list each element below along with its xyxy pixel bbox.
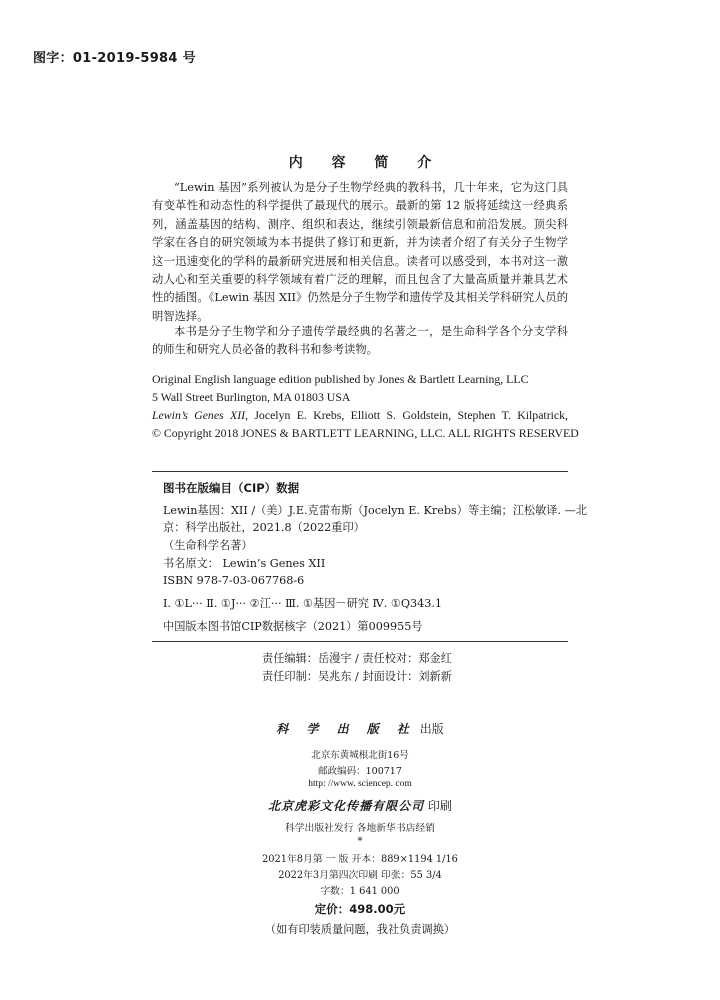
copyright-registration: 图字：01-2019-5984 号 bbox=[33, 51, 196, 66]
price: 定价：498.00元 bbox=[314, 902, 406, 916]
original-title-authors bbox=[152, 406, 568, 424]
cip-title: 图书在版编目（CIP）数据 bbox=[163, 481, 300, 495]
printing-info: 2022年3月第四次印刷 印张：55 3/4 bbox=[278, 870, 442, 881]
intro-paragraph: 本书是分子生物学和分子遗传学最经典的名著之一，是生命科学各个分支学科的师生和研究人员必备的教科书和参考读物。 bbox=[152, 325, 568, 357]
cip-original-title: 书名原文： Lewin’s Genes XII bbox=[163, 557, 326, 570]
staff-production: 责任印制：吴兆东 / 封面设计：刘新新 bbox=[262, 670, 452, 683]
cip-entry-line: 京：科学出版社，2021.8（2022重印） bbox=[163, 521, 365, 534]
word-count: 字数：1 641 000 bbox=[320, 886, 400, 897]
divider bbox=[152, 471, 568, 472]
printer-name: 北京虎彩文化传播有限公司 bbox=[268, 799, 425, 813]
publisher-suffix: 出版 bbox=[419, 722, 444, 736]
distribution-line: 科学出版社发行 各地新华书店经销 bbox=[284, 823, 436, 834]
publisher-line bbox=[0, 720, 720, 737]
publisher-address: 北京东黄城根北街16号 bbox=[311, 750, 409, 761]
printer-line bbox=[0, 797, 720, 814]
intro-title: 内 容 简 介 bbox=[288, 155, 444, 171]
original-authors: , Jocelyn E. Krebs, Elliott S. Goldstein, Stephen T. Kilpatrick, bbox=[245, 408, 568, 422]
cip-classification: Ⅰ. ①L··· Ⅱ. ①J··· ②江··· Ⅲ. ①基因－研究 Ⅳ. ①Q343.1 bbox=[163, 597, 443, 610]
publisher-postcode: 邮政编码：100717 bbox=[318, 766, 402, 777]
publisher-website: http: //www. sciencep. com bbox=[308, 779, 412, 789]
publisher-name: 科 学 出 版 社 bbox=[276, 722, 416, 736]
divider bbox=[152, 641, 568, 642]
cip-isbn: ISBN 978-7-03-067768-6 bbox=[163, 574, 305, 587]
cip-record-number: 中国版本图书馆CIP数据核字（2021）第009955号 bbox=[163, 620, 423, 633]
cip-entry-line: Lewin基因：XII /（美）J.E.克雷布斯（Jocelyn E. Krebs）等主编；江松敏译. —北 bbox=[163, 504, 587, 517]
original-publisher-address: 5 Wall Street Burlington, MA 01803 USA bbox=[152, 390, 351, 404]
intro-paragraph: “Lewin 基因”系列被认为是分子生物学经典的教科书，几十年来，它为这门具有变革性和动态性的科学提供了最现代的展示。最新的第 12 版将延续这一经典系列，涵盖基因的结构、测序、组织和表达，继续引领最新信息和前沿发展。顶尖科学家在各自的研究领域为本书提供了修订和更新，并为读者介绍了有关分子生物学这一迅速变化的学科的最新研究进展和相关信息。读者可以感受到，本书对这一激动人心和至关重要的科学领域有着广泛的理解，而且包含了大量高质量并兼具艺术性的插图。《Lewin 基因 XII》仍然是分子生物学和遗传学及其相关学科研究人员的明智选择。 bbox=[152, 181, 568, 323]
printer-suffix: 印刷 bbox=[427, 799, 452, 813]
original-copyright: © Copyright 2018 JONES & BARTLETT LEARNING, LLC. ALL RIGHTS RESERVED bbox=[152, 426, 579, 440]
separator-star: * bbox=[357, 836, 363, 847]
quality-note: （如有印装质量问题，我社负责调换） bbox=[264, 923, 456, 936]
edition-info: 2021年8月第 一 版 开本：889×1194 1/16 bbox=[262, 854, 458, 865]
cip-series: （生命科学名著） bbox=[163, 539, 253, 552]
staff-editors: 责任编辑：岳漫宇 / 责任校对：郑金红 bbox=[262, 652, 452, 665]
original-publisher-line: Original English language edition published by Jones & Bartlett Learning, LLC bbox=[152, 372, 529, 386]
original-title: Lewin’s Genes XII bbox=[152, 408, 246, 422]
